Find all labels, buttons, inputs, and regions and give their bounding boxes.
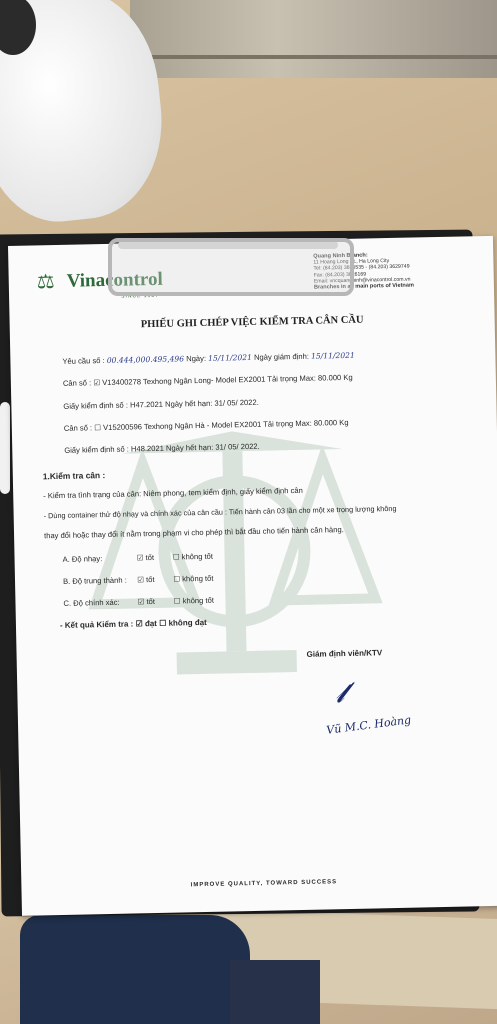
scale2-cert: Giấy kiểm định số : H48.2021 Ngày hết hạn: 31/ 05/ 2022. (64, 441, 260, 455)
check-b-bad[interactable]: ☐ không tốt (173, 573, 214, 584)
check-c-good[interactable]: ☑ tốt (137, 597, 156, 607)
branch-line-0: Quang Ninh Branch: (313, 252, 368, 260)
scale2-line: Cân số : ☐ V15200596 Texhong Ngân Hà - Model EX2001 Tải trọng Max: 80.000 Kg (63, 417, 349, 433)
check-b-good[interactable]: ☑ tốt (137, 575, 155, 585)
check-c-bad[interactable]: ☐ không tốt (173, 595, 214, 606)
result-fail[interactable]: ☐ không đạt (159, 617, 207, 628)
form-title: PHIẾU GHI CHÉP VIỆC KIỂM TRA CÂN CẦU (140, 314, 364, 331)
pen (0, 402, 10, 494)
section1-heading: 1.Kiểm tra cân : (42, 470, 106, 482)
request-no-value: 00.444,000.495,496 (106, 354, 185, 365)
section1-bullet1: - Kiểm tra tình trạng của cân: Niêm phong, tem kiểm định, giấy kiểm định cân (43, 485, 303, 501)
wall-trim (130, 55, 497, 59)
check-b-label: B. Độ trung thành : (62, 575, 127, 586)
footer-slogan: IMPROVE QUALITY, TOWARD SUCCESS (190, 879, 338, 889)
result-label: - Kết quả Kiểm tra : (59, 619, 134, 630)
section1-bullet2b: thay đổi hoặc thay đổi ít nằm trong phạm vi cho phép thì bắt đầu cho tiến hành cân hàng. (43, 525, 344, 541)
result-pass[interactable]: ☑ đạt (135, 618, 158, 629)
request-date-label: Ngày: (186, 353, 207, 364)
scale1-line: Cân số : ☑ V13400278 Texhong Ngân Long- Model EX2001 Tải trọng Max: 80.000 Kg (62, 372, 353, 388)
request-line (62, 351, 355, 366)
branch-line-1: 11 Hoang Long St., Ha Long City (313, 258, 390, 266)
inspection-form (8, 236, 497, 916)
logo-text: Vinacontrol (66, 268, 164, 292)
request-no-label: Yêu cầu số : (62, 356, 105, 366)
person-clothing (20, 915, 250, 1024)
branch-line-4: Email: vncquangninh@vinacontrol.com.vn (313, 276, 411, 285)
check-c-label: C. Độ chính xác: (63, 597, 120, 608)
scale-logo-icon: ⚖ (36, 271, 55, 294)
branch-line-3: Fax: (84.203) 3826169 (313, 271, 367, 279)
request-date-value: 15/11/2021 (208, 352, 252, 363)
check-a-label: A. Độ nhạy: (62, 554, 103, 564)
inspector-label: Giám định viên/KTV (306, 648, 383, 659)
inspect-date-value: 15/11/2021 (310, 350, 355, 361)
logo-since: SINCE 1957 (121, 292, 159, 300)
section1-bullet2a: - Dùng container thử độ nhạy và chính xác của cân cầu : Tiến hành cân 03 lần cho một xe trọng lượng không (43, 503, 397, 521)
inspector-signature: 𝓁⁄ (335, 678, 349, 710)
branch-line-2: Tel: (84.203) 3825535 - (84.203) 3629749 (313, 264, 410, 273)
inspector-name: Vũ M.C. Hoàng (325, 713, 412, 737)
floor-shadow (230, 960, 320, 1024)
scale1-cert: Giấy kiểm định số : H47.2021 Ngày hết hạn: 31/ 05/ 2022. (63, 397, 259, 411)
check-a-bad[interactable]: ☐ không tốt (172, 551, 214, 562)
branch-line-5: Branches in all main ports of Vietnam (313, 282, 414, 291)
metal-clip (108, 238, 354, 296)
check-a-good[interactable]: ☑ tốt (136, 553, 155, 563)
wall-background (130, 0, 497, 78)
inspect-date-label: Ngày giám định: (253, 351, 309, 362)
